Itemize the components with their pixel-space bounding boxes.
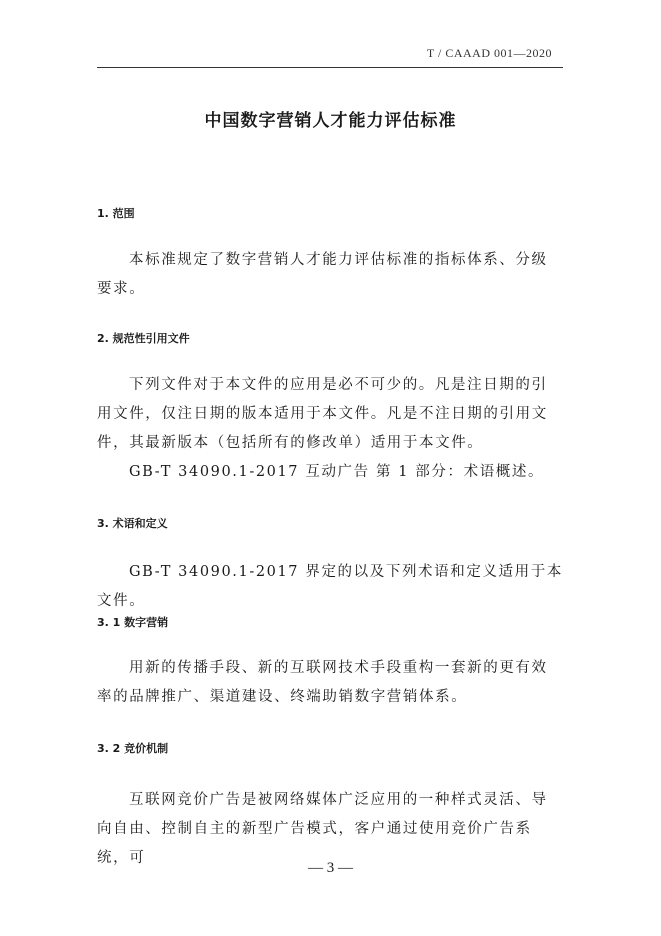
section-heading-scope: 1. 范围	[97, 207, 135, 220]
section-heading-terms: 3. 术语和定义	[97, 517, 168, 530]
paragraph: 用新的传播手段、新的互联网技术手段重构一套新的更有效率的品牌推广、渠道建设、终端助销数字营销体系。	[97, 660, 548, 705]
document-title: 中国数字营销人才能力评估标准	[204, 111, 457, 131]
section-heading-normative-references: 2. 规范性引用文件	[97, 332, 190, 345]
paragraph: 互联网竞价广告是被网络媒体广泛应用的一种样式灵活、导向自由、控制自主的新型广告模式，客户通过使用竞价广告系统，可	[97, 792, 548, 866]
section-heading-bidding-mechanism: 3. 2 竞价机制	[97, 742, 169, 755]
header-code: T / CAAAD 001—2020	[426, 46, 552, 60]
page-number: — 3 —	[308, 860, 353, 876]
paragraph: GB-T 34090.1-2017 界定的以及下列术语和定义适用于本文件。	[97, 564, 563, 609]
paragraph: 本标准规定了数字营销人才能力评估标准的指标体系、分级要求。	[97, 252, 548, 297]
paragraph: GB-T 34090.1-2017 互动广告 第 1 部分：术语概述。	[129, 464, 545, 480]
header-rule	[97, 67, 563, 68]
paragraph: 下列文件对于本文件的应用是必不可少的。凡是注日期的引用文件，仅注日期的版本适用于本文件。凡是不注日期的引用文件，其最新版本（包括所有的修改单）适用于本文件。	[97, 377, 548, 451]
section-heading-digital-marketing: 3. 1 数字营销	[97, 616, 169, 629]
